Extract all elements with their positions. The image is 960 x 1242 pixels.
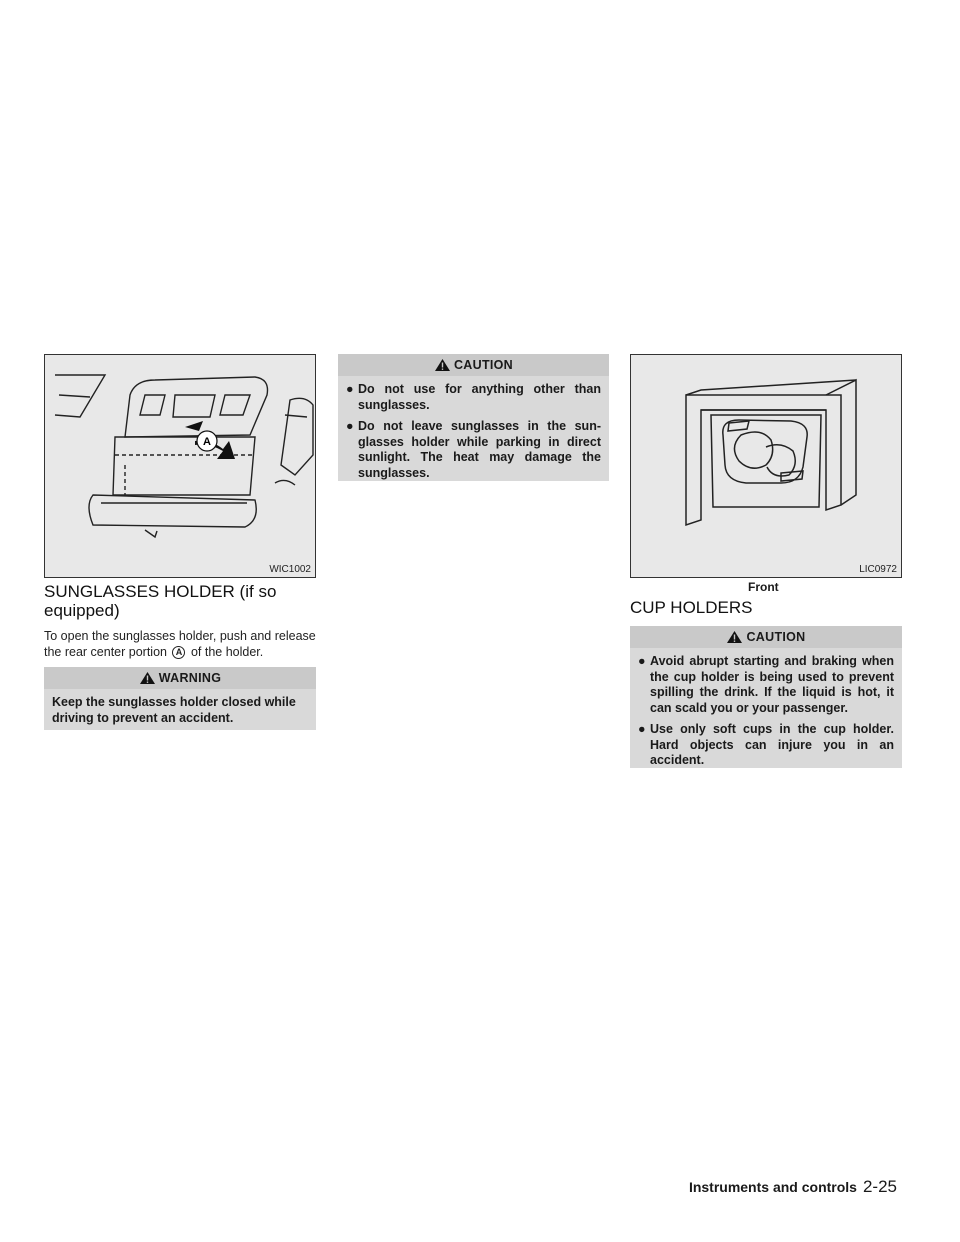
caution-item (346, 382, 601, 413)
caution-title: CAUTION (453, 358, 514, 372)
warning-title-bar (44, 667, 316, 689)
instructions-text-start: To open the sunglasses holder, push and release the rear center portion (44, 629, 316, 659)
warning-triangle-icon (139, 671, 156, 685)
bullet-icon: ● (638, 654, 646, 668)
bullet-icon: ● (346, 419, 354, 433)
cup-holders-heading: CUP HOLDERS (630, 598, 753, 617)
caution-title: CAUTION (746, 630, 806, 644)
bullet-icon: ● (346, 382, 354, 396)
caution-item-text: Do not leave sunglasses in the sun-glasses holder while parking in direct sunlight. The heat may damage the sunglasses. (358, 419, 601, 480)
caution-item-text: Avoid abrupt starting and braking when the cup holder is being used to prevent spilling the drink. If the liquid is hot, it can scald you or your passenger. (650, 654, 894, 715)
bullet-icon: ● (638, 722, 646, 736)
sunglasses-holder-illustration (45, 355, 315, 577)
warning-title: WARNING (158, 671, 222, 685)
caution-triangle-icon (726, 630, 743, 644)
figure-caption-front: Front (748, 580, 779, 594)
caution-title-bar (338, 354, 609, 376)
reference-circle-a: A (172, 646, 185, 659)
caution-item (346, 419, 601, 481)
caution-item (638, 654, 894, 716)
sunglasses-caution-box (338, 354, 609, 481)
figure-label-a: A (203, 436, 211, 448)
page-number: 2-25 (862, 1177, 897, 1196)
figure-code: WIC1002 (269, 564, 311, 575)
sunglasses-holder-instructions (44, 628, 316, 660)
cup-holder-caution-box (630, 626, 902, 768)
caution-list (338, 376, 609, 493)
instructions-text-end: of the holder. (190, 645, 264, 659)
sunglasses-holder-heading: SUNGLASSES HOLDER (if so equipped) (44, 582, 277, 620)
warning-text: Keep the sunglasses holder closed while driving to prevent an accident. (52, 695, 296, 725)
caution-item-text: Do not use for anything other than sunglasses. (358, 382, 601, 412)
cup-holder-illustration (631, 355, 901, 577)
caution-list (630, 648, 902, 781)
caution-item-text: Use only soft cups in the cup holder. Hard objects can injure you in an accident. (650, 722, 894, 767)
sunglasses-holder-figure (44, 354, 316, 578)
caution-triangle-icon (434, 358, 451, 372)
footer-section-title: Instruments and controls (688, 1179, 857, 1195)
page-footer (0, 1177, 897, 1197)
warning-box (44, 667, 316, 730)
cup-holder-figure (630, 354, 902, 578)
figure-code: LIC0972 (859, 564, 897, 575)
caution-title-bar (630, 626, 902, 648)
caution-item (638, 722, 894, 769)
